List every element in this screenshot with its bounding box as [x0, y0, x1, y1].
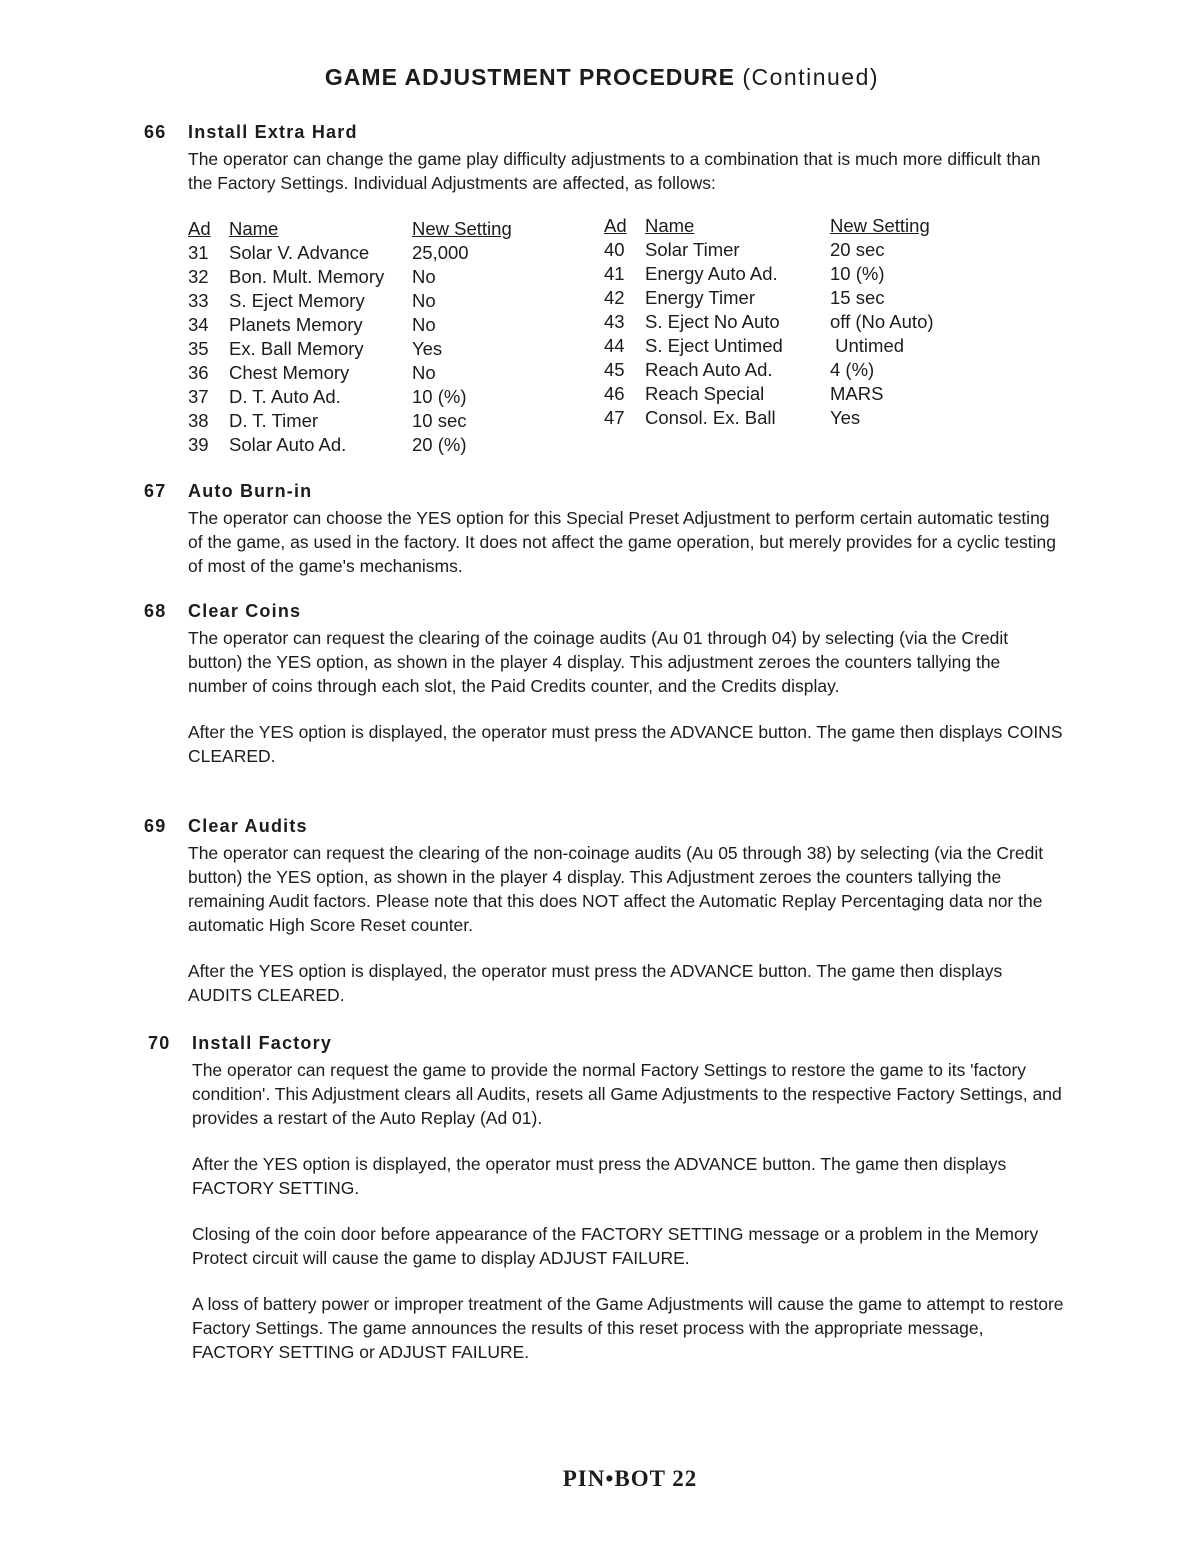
table-row [604, 334, 960, 358]
table-row [188, 409, 542, 433]
ad-name: Reach Special [645, 383, 765, 404]
table-row [604, 406, 960, 430]
section-paragraph: Closing of the coin door before appearance of the FACTORY SETTING message or a problem in the Memory Protect circuit will cause the game to display ADJUST FAILURE. [192, 1224, 1039, 1268]
header-ad: Ad [604, 215, 627, 236]
section-paragraph: The operator can request the clearing of the non-coinage audits (Au 05 through 38) by selecting (via the Credit button) the YES option, as shown in the player 4 display. This Adjustment zeroes the counters tallying the remaining Audit factors. Please note that this does NOT affect the Automatic Replay Percentaging data nor the automatic High Score Reset counter. [188, 843, 1044, 935]
section-title: Clear Audits [188, 816, 308, 836]
ad-number: 40 [604, 239, 625, 260]
ad-number: 34 [188, 314, 209, 335]
ad-setting: off (No Auto) [830, 311, 934, 332]
section-66 [144, 122, 1064, 217]
ad-number: 35 [188, 338, 209, 359]
table-row [188, 361, 542, 385]
ad-name: Planets Memory [229, 314, 363, 335]
table-row [604, 286, 960, 310]
section-68 [144, 601, 1064, 790]
section-69 [144, 816, 1064, 1029]
ad-number: 42 [604, 287, 625, 308]
ad-setting: Yes [412, 338, 443, 359]
ad-name: Energy Timer [645, 287, 756, 308]
ad-setting: 10 (%) [830, 263, 885, 284]
ad-number: 39 [188, 434, 209, 455]
header-name: Name [229, 218, 279, 239]
ad-number: 36 [188, 362, 209, 383]
ad-number: 47 [604, 407, 625, 428]
header-ad: Ad [188, 218, 211, 239]
ad-number: 31 [188, 242, 209, 263]
ad-setting: 4 (%) [830, 359, 875, 380]
ad-name: D. T. Timer [229, 410, 319, 431]
ad-setting: Untimed [830, 335, 905, 356]
ad-name: S. Eject No Auto [645, 311, 780, 332]
adjust-table-left [188, 217, 542, 457]
table-row [188, 289, 542, 313]
section-heading [144, 481, 1064, 502]
table-row [188, 241, 542, 265]
ad-setting: 15 sec [830, 287, 885, 308]
section-paragraph: A loss of battery power or improper treatment of the Game Adjustments will cause the game to attempt to restore Factory Settings. The game announces the results of this reset process with the appropriate message, FACTORY SETTING or ADJUST FAILURE. [192, 1294, 1064, 1362]
section-number: 66 [144, 122, 167, 142]
ad-number: 38 [188, 410, 209, 431]
ad-setting: 10 (%) [412, 386, 467, 407]
section-paragraph: The operator can request the clearing of the coinage audits (Au 01 through 04) by selecting (via the Credit button) the YES option, as shown in the player 4 display. This adjustment zeroes the counters tallying the number of coins through each slot, the Paid Credits counter, and the Credits display. [188, 628, 1009, 696]
table-header-row [188, 217, 542, 241]
section-heading [144, 601, 1064, 622]
ad-setting: 20 sec [830, 239, 885, 260]
ad-setting: No [412, 290, 436, 311]
table-row [188, 433, 542, 457]
ad-setting: Yes [830, 407, 861, 428]
section-paragraph: After the YES option is displayed, the operator must press the ADVANCE button. The game then displays AUDITS CLEARED. [188, 961, 1003, 1005]
title-main: GAME ADJUSTMENT PROCEDURE [324, 64, 735, 90]
ad-setting: No [412, 362, 436, 383]
header-name: Name [645, 215, 695, 236]
section-number: 70 [148, 1033, 171, 1053]
section-title: Auto Burn-in [188, 481, 313, 501]
ad-name: S. Eject Memory [229, 290, 365, 311]
ad-setting: 10 sec [412, 410, 467, 431]
ad-name: Ex. Ball Memory [229, 338, 364, 359]
section-paragraph: The operator can change the game play difficulty adjustments to a combination that is much more difficult than the Factory Settings. Individual Adjustments are affected, as follows: [188, 149, 1041, 193]
ad-name: Solar V. Advance [229, 242, 370, 263]
ad-setting: No [412, 314, 436, 335]
ad-name: Chest Memory [229, 362, 350, 383]
section-number: 68 [144, 601, 167, 621]
header-setting: New Setting [412, 218, 512, 239]
table-row [188, 385, 542, 409]
section-title: Install Factory [192, 1033, 333, 1053]
ad-number: 46 [604, 383, 625, 404]
section-heading [144, 816, 1064, 837]
section-paragraph: After the YES option is displayed, the operator must press the ADVANCE button. The game then displays FACTORY SETTING. [192, 1154, 1007, 1198]
ad-setting: MARS [830, 383, 884, 404]
ad-number: 45 [604, 359, 625, 380]
ad-name: Consol. Ex. Ball [645, 407, 776, 428]
ad-number: 33 [188, 290, 209, 311]
header-setting: New Setting [830, 215, 930, 236]
table-row [188, 313, 542, 337]
ad-name: Energy Auto Ad. [645, 263, 778, 284]
table-row [604, 310, 960, 334]
ad-name: Bon. Mult. Memory [229, 266, 385, 287]
ad-name: S. Eject Untimed [645, 335, 783, 356]
table-row [604, 382, 960, 406]
section-title: Clear Coins [188, 601, 302, 621]
ad-name: Solar Auto Ad. [229, 434, 347, 455]
section-number: 67 [144, 481, 167, 501]
section-70 [148, 1033, 1068, 1386]
ad-number: 32 [188, 266, 209, 287]
table-row [188, 265, 542, 289]
page-footer: PIN•BOT 22 [562, 1466, 698, 1491]
section-number: 69 [144, 816, 167, 836]
ad-name: Solar Timer [645, 239, 740, 260]
ad-name: Reach Auto Ad. [645, 359, 773, 380]
ad-setting: No [412, 266, 436, 287]
section-heading [148, 1033, 1068, 1054]
section-paragraph: After the YES option is displayed, the operator must press the ADVANCE button. The game then displays COINS CLEARED. [188, 722, 1063, 766]
section-heading [144, 122, 1064, 143]
ad-number: 41 [604, 263, 625, 284]
section-67 [144, 481, 1064, 600]
section-title: Install Extra Hard [188, 122, 358, 142]
table-header-row [604, 214, 960, 238]
ad-setting: 20 (%) [412, 434, 467, 455]
page-title [0, 64, 1204, 91]
ad-setting: 25,000 [412, 242, 469, 263]
section-paragraph: The operator can request the game to provide the normal Factory Settings to restore the game to its 'factory condition'. This Adjustment clears all Audits, resets all Game Adjustments to the respective Factory Settings, and provides a restart of the Auto Replay (Ad 01). [192, 1060, 1062, 1128]
ad-number: 43 [604, 311, 625, 332]
adjust-table-right [604, 214, 960, 430]
ad-name: D. T. Auto Ad. [229, 386, 341, 407]
table-row [604, 262, 960, 286]
table-row [604, 238, 960, 262]
ad-number: 44 [604, 335, 625, 356]
table-row [604, 358, 960, 382]
ad-number: 37 [188, 386, 209, 407]
title-continued: (Continued) [742, 64, 880, 90]
table-row [188, 337, 542, 361]
section-paragraph: The operator can choose the YES option for this Special Preset Adjustment to perform certain automatic testing of the game, as used in the factory. It does not affect the game operation, but merely provides for a cyclic testing of most of the game's mechanisms. [188, 508, 1057, 576]
